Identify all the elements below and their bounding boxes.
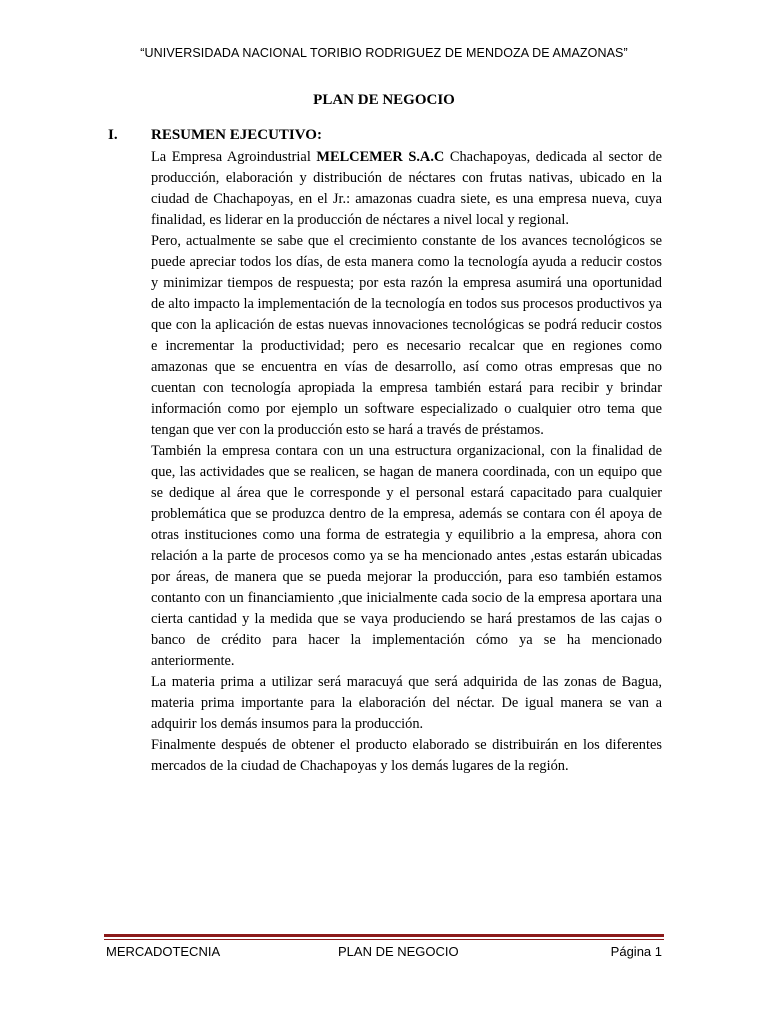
section-number: I. [108,127,118,143]
paragraph-organization: También la empresa contara con un una estructura organizacional, con la finalidad de que, las actividades que se realicen, se hagan de manera coordinada, con un equipo que se dedique al área que le corresponde y el personal estará capacitado para cualquier problemática que se produzca dentro de la empresa, además se contara con él apoya de otras instituciones como una forma de estrategia y equilibrio a la empresa, ahora con relación a la parte de procesos como ya se ha mencionado antes ,estas estarán ubicadas por áreas, de manera que se pueda mejorar la producción, para eso también estamos contanto con un financiamiento ,que inicialmente cada socio de la empresa aportara una cierta cantidad y la medida que se vaya produciendo se hará prestamos de las cajas o banco de crédito para hacer la implementación cómo ya se ha mencionado anteriormente. [151,443,662,669]
paragraph-intro [151,147,662,231]
paragraph-distribution: Finalmente después de obtener el producto elaborado se distribuirán en los diferentes mercados de la ciudad de Chachapoyas y los demás lugares de la región. [151,737,662,774]
footer-divider-thin [104,939,664,940]
paragraph-raw-material: La materia prima a utilizar será maracuyá que será adquirida de las zonas de Bagua, materia prima importante para la elaboración del néctar. De igual manera se van a adquirir los demás insumos para la producción. [151,674,662,732]
paragraph-intro-rest: Chachapoyas, dedicada al sector de producción, elaboración y distribución de néctares con frutas nativas, ubicado en la ciudad de Chachapoyas, en el Jr.: amazonas cuadra siete, es una empresa nueva, cuya finalidad, es liderar en la producción de néctares a nivel local y regional. [151,149,662,228]
footer-course: MERCADOTECNIA [106,944,221,959]
document-body [151,147,662,777]
company-name: MELCEMER S.A.C [316,149,445,165]
document-title: PLAN DE NEGOCIO [313,92,455,108]
paragraph-technology: Pero, actualmente se sabe que el crecimiento constante de los avances tecnológicos se puede apreciar todos los días, de esta manera como la tecnología ayuda a reducir costos y minimizar tiempos de respuesta; por esta razón la empresa asumirá una oportunidad de alto impacto la implementación de la tecnología en todos sus procesos productivos ya que con la aplicación de estas nuevas innovaciones tecnológicas se podrá reducir costos e incrementar la productividad; pero es necesario recalcar que en regiones como amazonas que se encuentra en vías de desarrollo, así como otras empresas que no cuentan con tecnología apropiada la empresa también estará para recibir y brindar información como por ejemplo un software especializado o cualquier otro tema que tengan que ver con la producción esto se hará a través de préstamos. [151,233,662,438]
footer-page-number: Página 1 [610,944,662,959]
university-header: “UNIVERSIDADA NACIONAL TORIBIO RODRIGUEZ DE MENDOZA DE AMAZONAS” [140,46,628,60]
footer-document: PLAN DE NEGOCIO [338,944,459,959]
paragraph-intro-lead: La Empresa Agroindustrial [151,149,317,165]
footer-divider [104,934,664,937]
section-title: RESUMEN EJECUTIVO: [151,127,322,143]
